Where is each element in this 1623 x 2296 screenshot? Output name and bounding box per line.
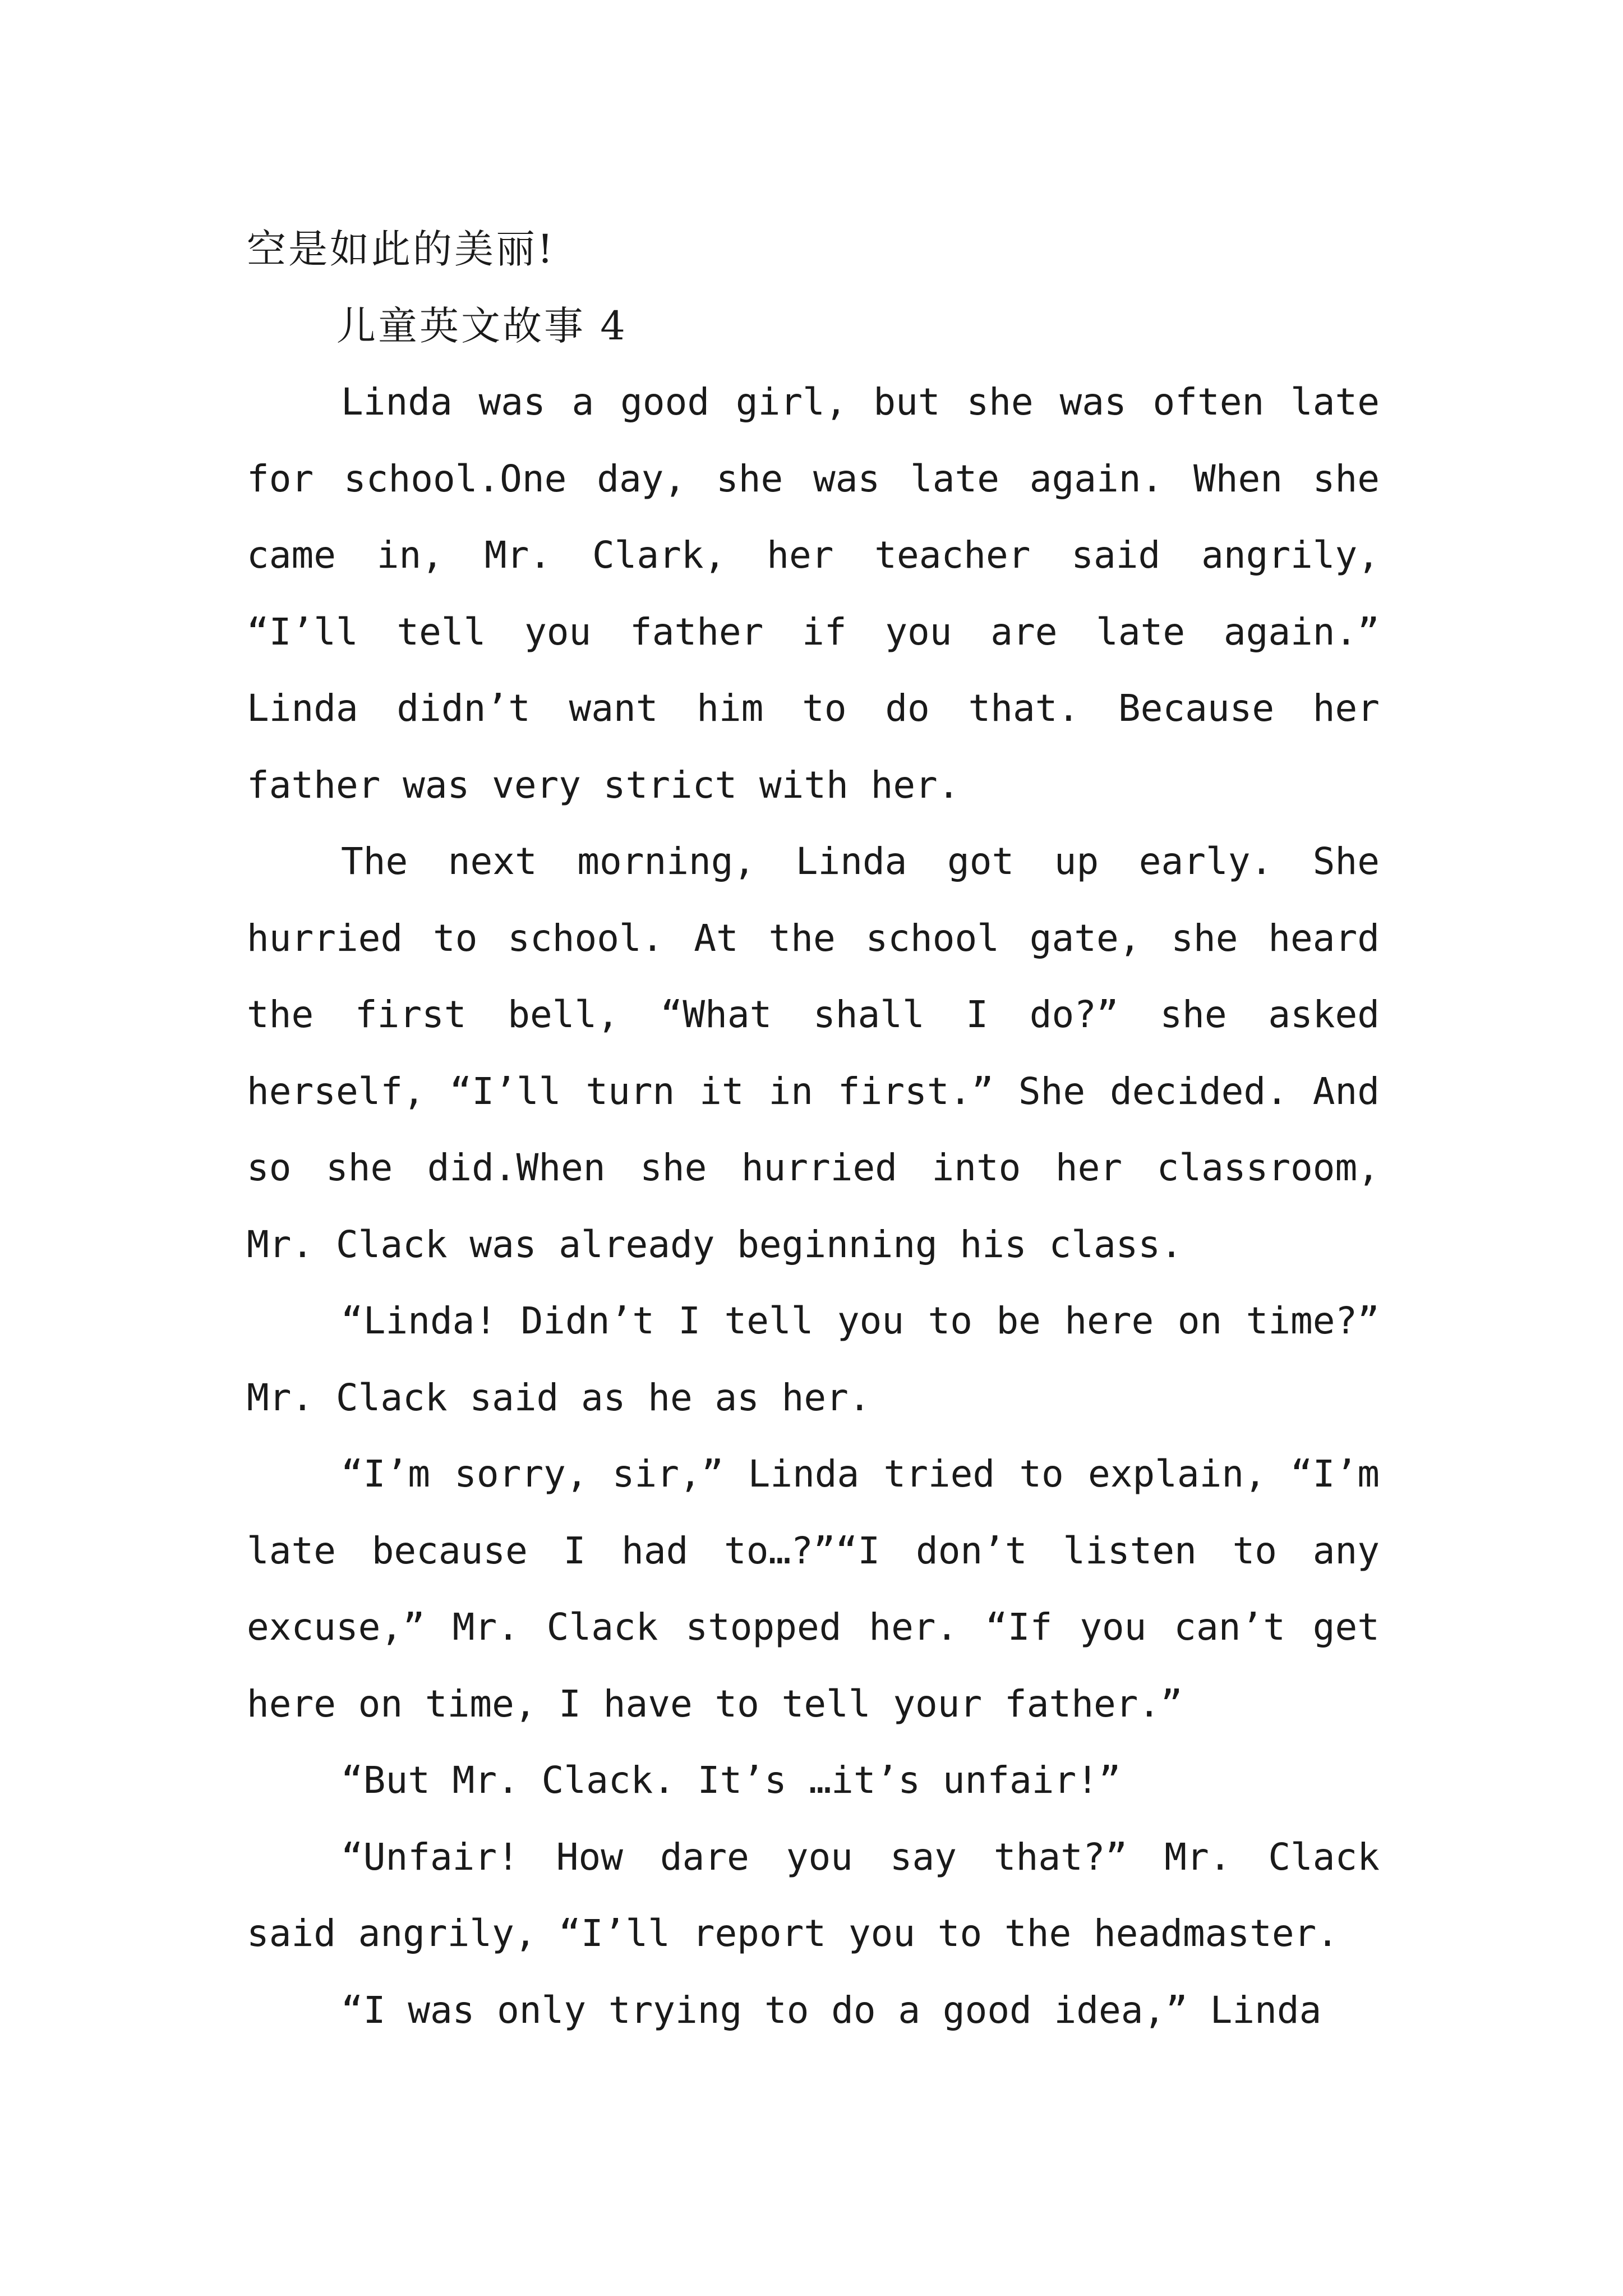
story-heading: 儿童英文故事 4 [336,302,628,349]
story-paragraph: “I’m sorry, sir,” Linda tried to explain, “I’m late because I had to…?”“I don’t listen to any excuse,” Mr. Clack stopped her. “If you can’t get here on time, I have to tell your father.” [247,1452,1380,1726]
story-paragraph: “Unfair! How dare you say that?” Mr. Clack said angrily, “I’ll report you to the headmaster. [247,1835,1380,1955]
story-paragraph: “I was only trying to do a good idea,” Linda [341,1988,1322,2032]
continuation-line: 空是如此的美丽! [247,226,556,272]
story-paragraph: The next morning, Linda got up early. She hurried to school. At the school gate, she heard the first bell, “What shall I do?” she asked herself, “I’ll turn it in first.” She decided. And so she did.When she hurried into her classroom, Mr. Clack was already beginning his class. [247,840,1380,1266]
story-paragraph: “Linda! Didn’t I tell you to be here on time?” Mr. Clack said as he as her. [247,1299,1380,1419]
document-body [247,211,1380,2049]
story-paragraph: “But Mr. Clack. It’s …it’s unfair!” [341,1759,1121,1802]
story-paragraph: Linda was a good girl, but she was often late for school.One day, she was late again. When she came in, Mr. Clark, her teacher said angrily, “I’ll tell you father if you are late again.” Linda didn’t want him to do that. Because her father was very strict with her. [247,380,1380,807]
